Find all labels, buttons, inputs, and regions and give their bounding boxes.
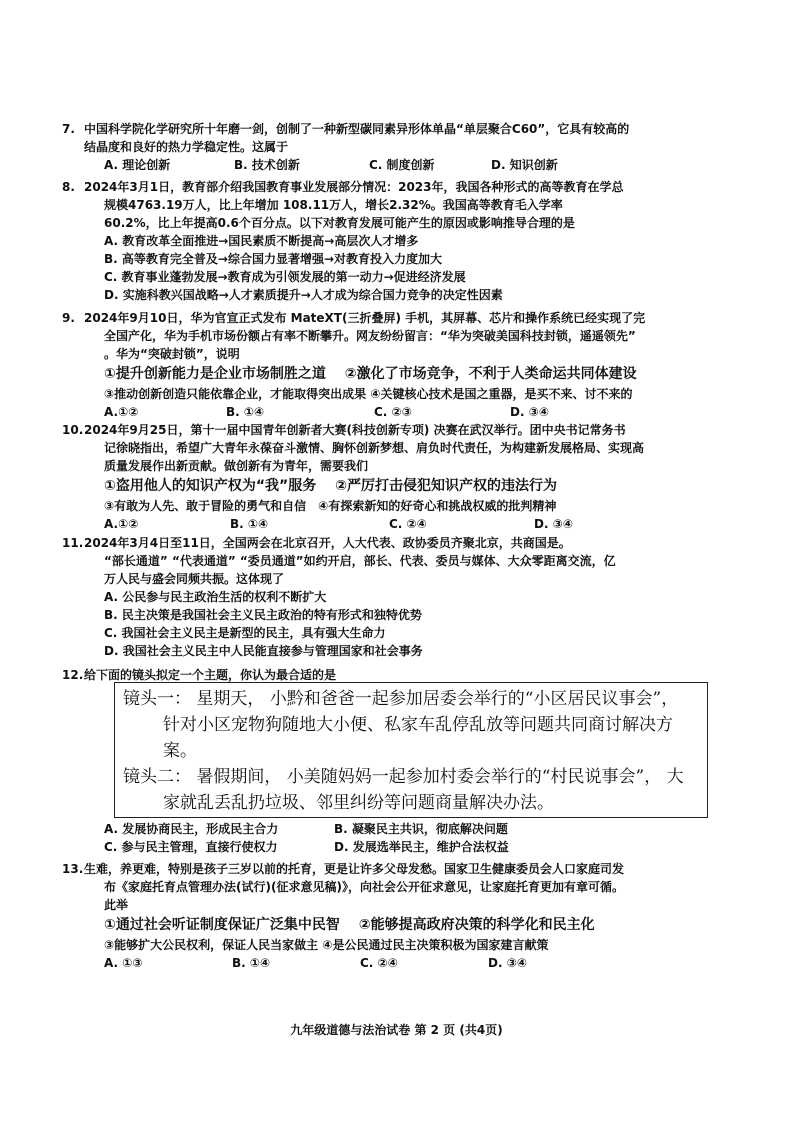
option-d: D. 我国社会主义民主中人民能直接参与管理国家和社会事务 [104, 644, 423, 658]
options-row [84, 403, 720, 421]
option-c: C. ②④ [360, 956, 398, 970]
option-d: D. 实施科教兴国战略→人才素质提升→人才成为综合国力竞争的决定性因素 [104, 288, 503, 302]
option-a: A. ①③ [104, 956, 143, 970]
options-row [84, 838, 720, 856]
option-a: A. 公民参与民主政治生活的权利不断扩大 [104, 590, 327, 604]
option-c: C. ②④ [389, 517, 427, 531]
option-b: B. ①④ [226, 405, 265, 419]
option-c: C. 教育事业蓬勃发展→教育成为引领发展的第一动力→促进经济发展 [104, 270, 466, 284]
question-stem-cont: 质量发展作出新贡献。做创新有为青年，需要我们 [104, 459, 369, 473]
statements-3-4: ③有敢为人先、敢于冒险的勇气和自信 ④有探索新知的好奇心和挑战权威的批判精神 [104, 499, 557, 513]
statements-1-2: ①通过社会听证制度保证广泛集中民智 ②能够提高政府决策的科学化和民主化 [104, 917, 595, 933]
option-a: A.①② [104, 405, 139, 419]
question-stem: 生难，养更难，特别是孩子三岁以前的托育，更是让许多父母发愁。国家卫生健康委员会人口家庭司发 [84, 862, 625, 876]
question-stem-cont: 60.2%，比上年提高0.6个百分点。以下对教育发展可能产生的原因或影响推导合理的是 [104, 216, 575, 230]
option-d: D. ③④ [510, 405, 550, 419]
statements-3-4: ③能够扩大公民权利，保证人民当家做主 ④是公民通过民主决策积极为国家建言献策 [104, 938, 549, 952]
option-c: C. 我国社会主义民主是新型的民主，具有强大生命力 [104, 626, 386, 640]
question-stem: 2024年3月4日至11日，全国两会在北京召开，人大代表、政协委员齐聚北京，共商国是。 [84, 536, 571, 550]
question-12-options [84, 820, 720, 856]
options-row [84, 820, 720, 838]
option-a: A. 教育改革全面推进→国民素质不断提高→高层次人才增多 [104, 234, 419, 248]
question-11: 11. 2024年3月4日至11日，全国两会在北京召开，人大代表、政协委员齐聚北京，共商国是。 “部长通道” “代表通道” “委员通道”如约开启，部长、代表、委员与媒体、大众零距离交流，亿 万人民与盛会同频共振。这体现了 A. 公民参与民主政治生活的权利不断扩大 B. 民主决策是我国社会主义民主政治的特有形式和独特优势 C. 我国社会主义民主是新型的民主，具有强大生命力 D. 我国社会主义民主中人民能直接参与管理国家和社会事务 [84, 534, 720, 660]
option-b: B. 技术创新 [234, 158, 300, 172]
option-a: A.①② [104, 517, 139, 531]
question-stem: 2024年9月25日，第十一届中国青年创新者大赛(科技创新专项) 决赛在武汉举行。团中央书记常务书 [84, 423, 626, 437]
scenario-box [114, 682, 708, 818]
option-d: D. ③④ [488, 956, 528, 970]
question-stem-cont: 此举 [104, 898, 129, 912]
question-7: 7. 中国科学院化学研究所十年磨一剑，创制了一种新型碳同素异形体单晶“单层聚合C60”，它具有较高的 结晶度和良好的热力学稳定性。这属于 A. 理论创新 B. 技术创新 C. 制度创新 D. 知识创新 [84, 120, 720, 174]
question-10: 10. 2024年9月25日，第十一届中国青年创新者大赛(科技创新专项) 决赛在武汉举行。团中央书记常务书 记徐晓指出，希望广大青年永葆奋斗激情、胸怀创新梦想、肩负时代责任，为构建新发展格局、实现高 质量发展作出新贡献。做创新有为青年，需要我们 ①盗用他人的知识产权为“我”服务 ②严厉打击侵犯知识产权的违法行为 ③有敢为人先、敢于冒险的勇气和自信 ④有探索新知的好奇心和挑战权威的批判精神 A.①② B. ①④ C. ②④ D. ③④ [84, 421, 720, 533]
question-stem-cont: 结晶度和良好的热力学稳定性。这属于 [84, 140, 289, 154]
question-stem: 2024年9月10日，华为官宣正式发布 MateXT(三折叠屏) 手机，其屏幕、芯片和操作系统已经实现了完 [84, 311, 646, 325]
question-stem-cont: 规模4763.19万人，比上年增加 108.11万人，增长2.32%。我国高等教育毛入学率 [104, 198, 563, 212]
question-8: 8. 2024年3月1日，教育部介绍我国教育事业发展部分情况：2023年，我国各种形式的高等教育在学总 规模4763.19万人，比上年增加 108.11万人，增长2.32%。我国高等教育毛入学率 60.2%，比上年提高0.6个百分点。以下对教育发展可能产生的原因或影响推导合理的是 A. 教育改革全面推进→国民素质不断提高→高层次人才增多 B. 高等教育完全普及→综合国力显著增强→对教育投入力度加大 C. 教育事业蓬勃发展→教育成为引领发展的第一动力→促进经济发展 D. 实施科教兴国战略→人才素质提升→人才成为综合国力竞争的决定性因素 [84, 178, 720, 304]
scenario-shot-1: 镜头一： 星期天， 小黔和爸爸一起参加居委会举行的“小区居民议事会”， 针对小区宠物狗随地大小便、私家车乱停乱放等问题共同商讨解决方案。 [123, 689, 679, 761]
question-stem-cont: 万人民与盛会同频共振。这体现了 [104, 572, 285, 586]
option-a: A. 理论创新 [104, 158, 171, 172]
scenario-shot-2: 镜头二： 暑假期间， 小美随妈妈一起参加村委会举行的“村民说事会”， 大家就乱丢乱扔垃圾、邻里纠纷等问题商量解决办法。 [123, 767, 684, 813]
question-stem-cont: 记徐晓指出，希望广大青年永葆奋斗激情、胸怀创新梦想、肩负时代责任，为构建新发展格局、实现高 [104, 441, 645, 455]
option-d: D. ③④ [534, 517, 574, 531]
question-stem-cont: 布《家庭托育点管理办法(试行)(征求意见稿)》，向社会公开征求意见，让家庭托育更加有章可循。 [104, 880, 624, 894]
statements-3-4: ③推动创新创造只能依靠企业，才能取得突出成果 ④关键核心技术是国之重器，是买不来、讨不来的 [104, 387, 633, 401]
option-b: B. 民主决策是我国社会主义民主政治的特有形式和独特优势 [104, 608, 422, 622]
option-b: B. 凝聚民主共识，彻底解决问题 [334, 822, 508, 836]
option-a: A. 发展协商民主，形成民主合力 [104, 822, 279, 836]
option-b: B. ①④ [232, 956, 271, 970]
option-d: D. 知识创新 [491, 158, 558, 172]
question-12: 12. 给下面的镜头拟定一个主题，你认为最合适的是 [62, 668, 337, 682]
option-c: C. 制度创新 [369, 158, 435, 172]
statements-1-2: ①盗用他人的知识产权为“我”服务 ②严厉打击侵犯知识产权的违法行为 [104, 478, 557, 494]
question-stem-cont: 全国产化，华为手机市场份额占有率不断攀升。网友纷纷留言：“华为突破美国科技封锁，遥遥领先” [104, 329, 636, 343]
options-row [84, 954, 720, 972]
question-stem-cont: “部长通道” “代表通道” “委员通道”如约开启，部长、代表、委员与媒体、大众零距离交流，亿 [104, 554, 616, 568]
question-stem: 中国科学院化学研究所十年磨一剑，创制了一种新型碳同素异形体单晶“单层聚合C60”，它具有较高的 [84, 122, 630, 136]
option-c: C. ②③ [374, 405, 412, 419]
question-13: 13. 生难，养更难，特别是孩子三岁以前的托育，更是让许多父母发愁。国家卫生健康委员会人口家庭司发 布《家庭托育点管理办法(试行)(征求意见稿)》，向社会公开征求意见，让家庭托育更加有章可循。 此举 ①通过社会听证制度保证广泛集中民智 ②能够提高政府决策的科学化和民主化 ③能够扩大公民权利，保证人民当家做主 ④是公民通过民主决策积极为国家建言献策 A. ①③ B. ①④ C. ②④ D. ③④ [84, 860, 720, 972]
statements-1-2: ①提升创新能力是企业市场制胜之道 ②激化了市场竞争，不利于人类命运共同体建设 [104, 366, 637, 382]
options-row [84, 515, 720, 533]
option-b: B. ①④ [230, 517, 269, 531]
option-c: C. 参与民主管理，直接行使权力 [104, 840, 278, 854]
question-stem-cont: 。华为“突破封锁”，说明 [104, 347, 240, 361]
question-stem: 2024年3月1日，教育部介绍我国教育事业发展部分情况：2023年，我国各种形式的高等教育在学总 [84, 180, 624, 194]
option-d: D. 发展选举民主，维护合法权益 [334, 840, 509, 854]
options-row [84, 156, 720, 174]
question-stem: 给下面的镜头拟定一个主题，你认为最合适的是 [84, 668, 337, 682]
question-9: 9. 2024年9月10日，华为官宣正式发布 MateXT(三折叠屏) 手机，其屏幕、芯片和操作系统已经实现了完 全国产化，华为手机市场份额占有率不断攀升。网友纷纷留言：“华为突破美国科技封锁，遥遥领先” 。华为“突破封锁”，说明 ①提升创新能力是企业市场制胜之道 ②激化了市场竞争，不利于人类命运共同体建设 ③推动创新创造只能依靠企业，才能取得突出成果 ④关键核心技术是国之重器，是买不来、讨不来的 A.①② B. ①④ C. ②③ D. ③④ [84, 309, 720, 421]
page-footer: 九年级道德与法治试卷 第 2 页 (共4页) [290, 1023, 503, 1037]
option-b: B. 高等教育完全普及→综合国力显著增强→对教育投入力度加大 [104, 252, 442, 266]
